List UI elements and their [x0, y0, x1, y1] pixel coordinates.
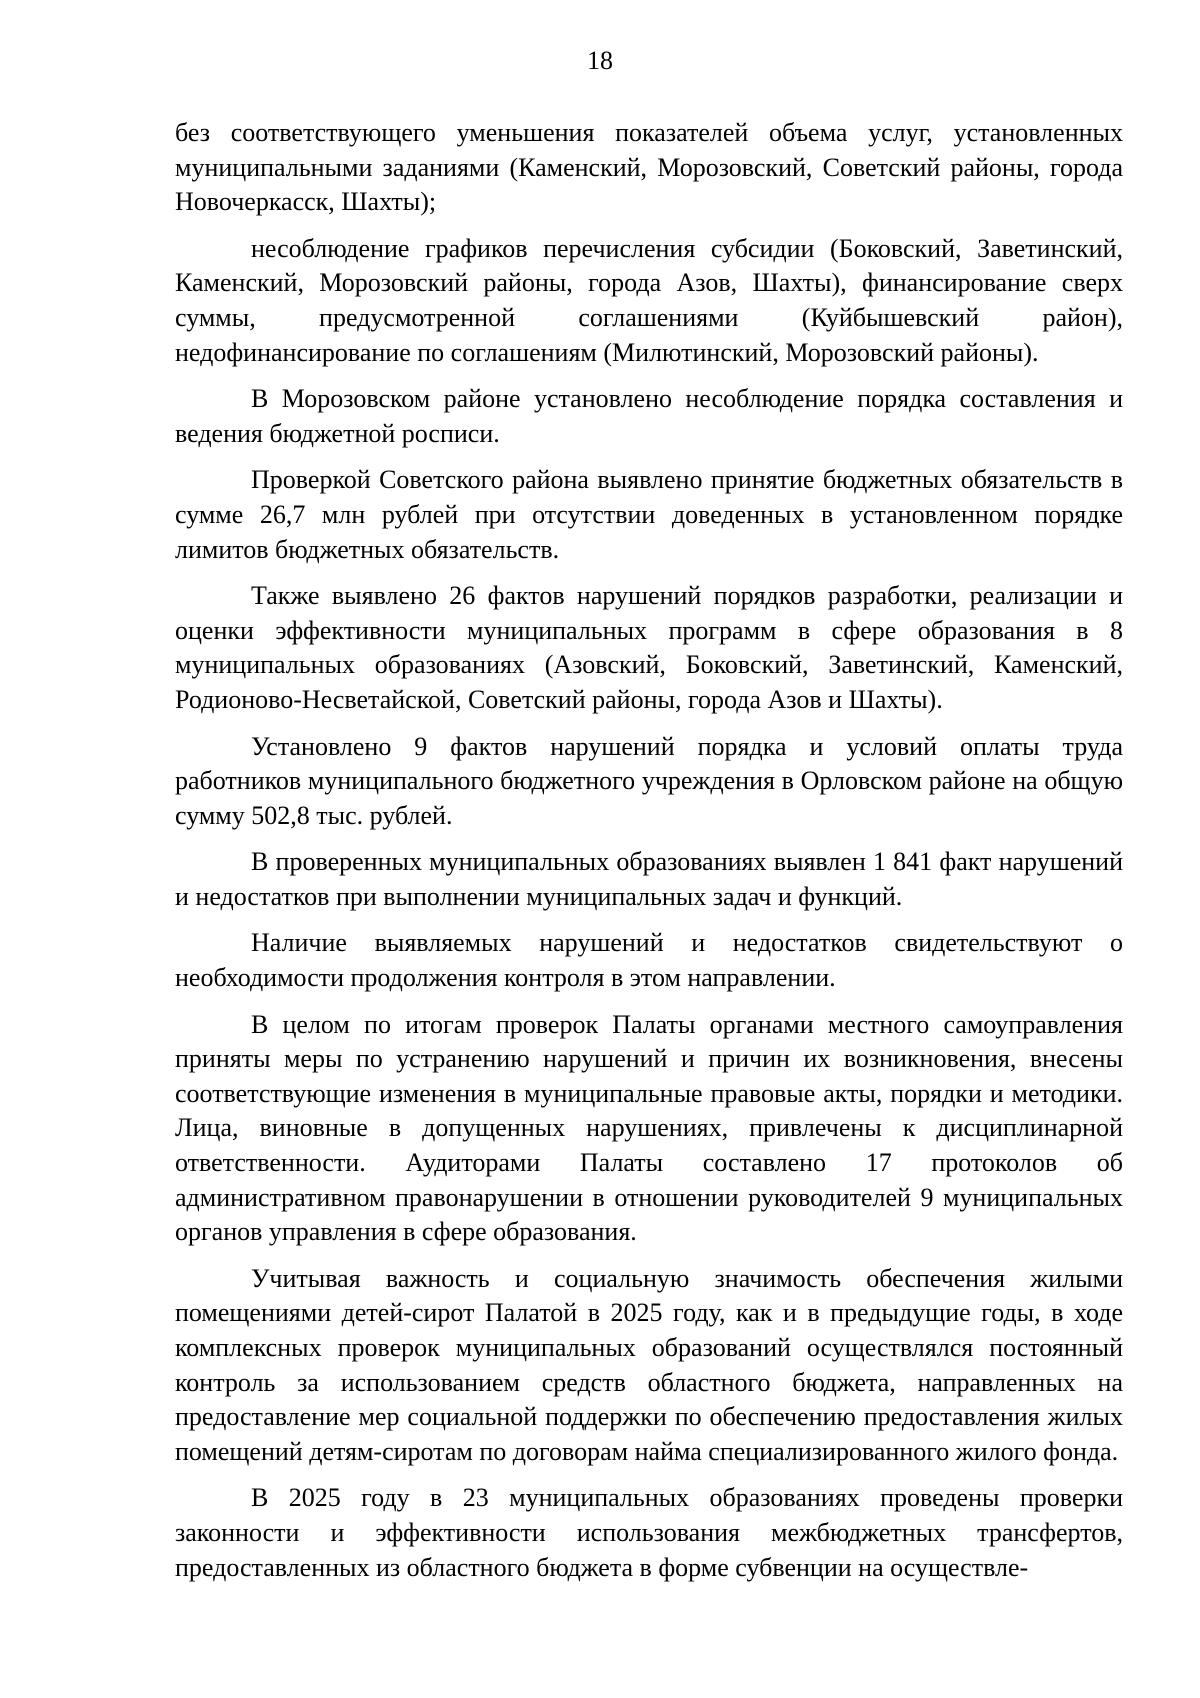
- paragraph: Проверкой Советского района выявлено принятие бюджетных обязательств в сумме 26,7 млн рублей при отсутствии доведенных в установленном порядке лимитов бюджетных обязательств.: [175, 465, 1123, 564]
- page-number: 18: [587, 46, 613, 75]
- paragraph: несоблюдение графиков перечисления субсидии (Боковский, Заветинский, Каменский, Морозовский районы, города Азов, Шахты), финансирование сверх суммы, предусмотренной соглашениями (Куйбышевский район), недофинансирование по соглашениям (Милютинский, Морозовский районы).: [175, 233, 1123, 367]
- paragraph: В проверенных муниципальных образованиях выявлен 1 841 факт нарушений и недостатков при выполнении муниципальных задач и функций.: [175, 847, 1123, 911]
- document-body: [175, 116, 1123, 1597]
- paragraph: Наличие выявляемых нарушений и недостатков свидетельствуют о необходимости продолжения контроля в этом направлении.: [175, 928, 1123, 993]
- paragraph: Учитывая важность и социальную значимость обеспечения жилыми помещениями детей-сирот Палатой в 2025 году, как и в предыдущие годы, в ходе комплексных проверок муниципальных образований осуществлялся постоянный контроль за использованием средств областного бюджета, направленных на предоставление мер социальной поддержки по обеспечению предоставления жилых помещений детям-сиротам по договорам найма специализированного жилого фонда.: [175, 1263, 1123, 1466]
- paragraph: В Морозовском районе установлено несоблюдение порядка составления и ведения бюджетной росписи.: [175, 384, 1123, 448]
- paragraph: В целом по итогам проверок Палаты органами местного самоуправления приняты меры по устранению нарушений и причин их возникновения, внесены соответствующие изменения в муниципальные правовые акты, порядки и методики. Лица, виновные в допущенных нарушениях, привлечены к дисциплинарной ответственности. Аудиторами Палаты составлено 17 протоколов об административном правонарушении в отношении руководителей 9 муниципальных органов управления в сфере образования.: [175, 1009, 1123, 1247]
- paragraph: Также выявлено 26 фактов нарушений порядков разработки, реализации и оценки эффективности муниципальных программ в сфере образования в 8 муниципальных образованиях (Азовский, Боковский, Заветинский, Каменский, Родионово-Несветайской, Советский районы, города Азов и Шахты).: [175, 581, 1123, 714]
- paragraph: без соответствующего уменьшения показателей объема услуг, установленных муниципальными заданиями (Каменский, Морозовский, Советский районы, города Новочеркасск, Шахты);: [175, 118, 1123, 217]
- paragraph: В 2025 году в 23 муниципальных образованиях проведены проверки законности и эффективности использования межбюджетных трансфертов, предоставленных из областного бюджета в форме субвенции на осуществле-: [175, 1483, 1123, 1582]
- paragraph: Установлено 9 фактов нарушений порядка и условий оплаты труда работников муниципального бюджетного учреждения в Орловском районе на общую сумму 502,8 тыс. рублей.: [175, 731, 1123, 830]
